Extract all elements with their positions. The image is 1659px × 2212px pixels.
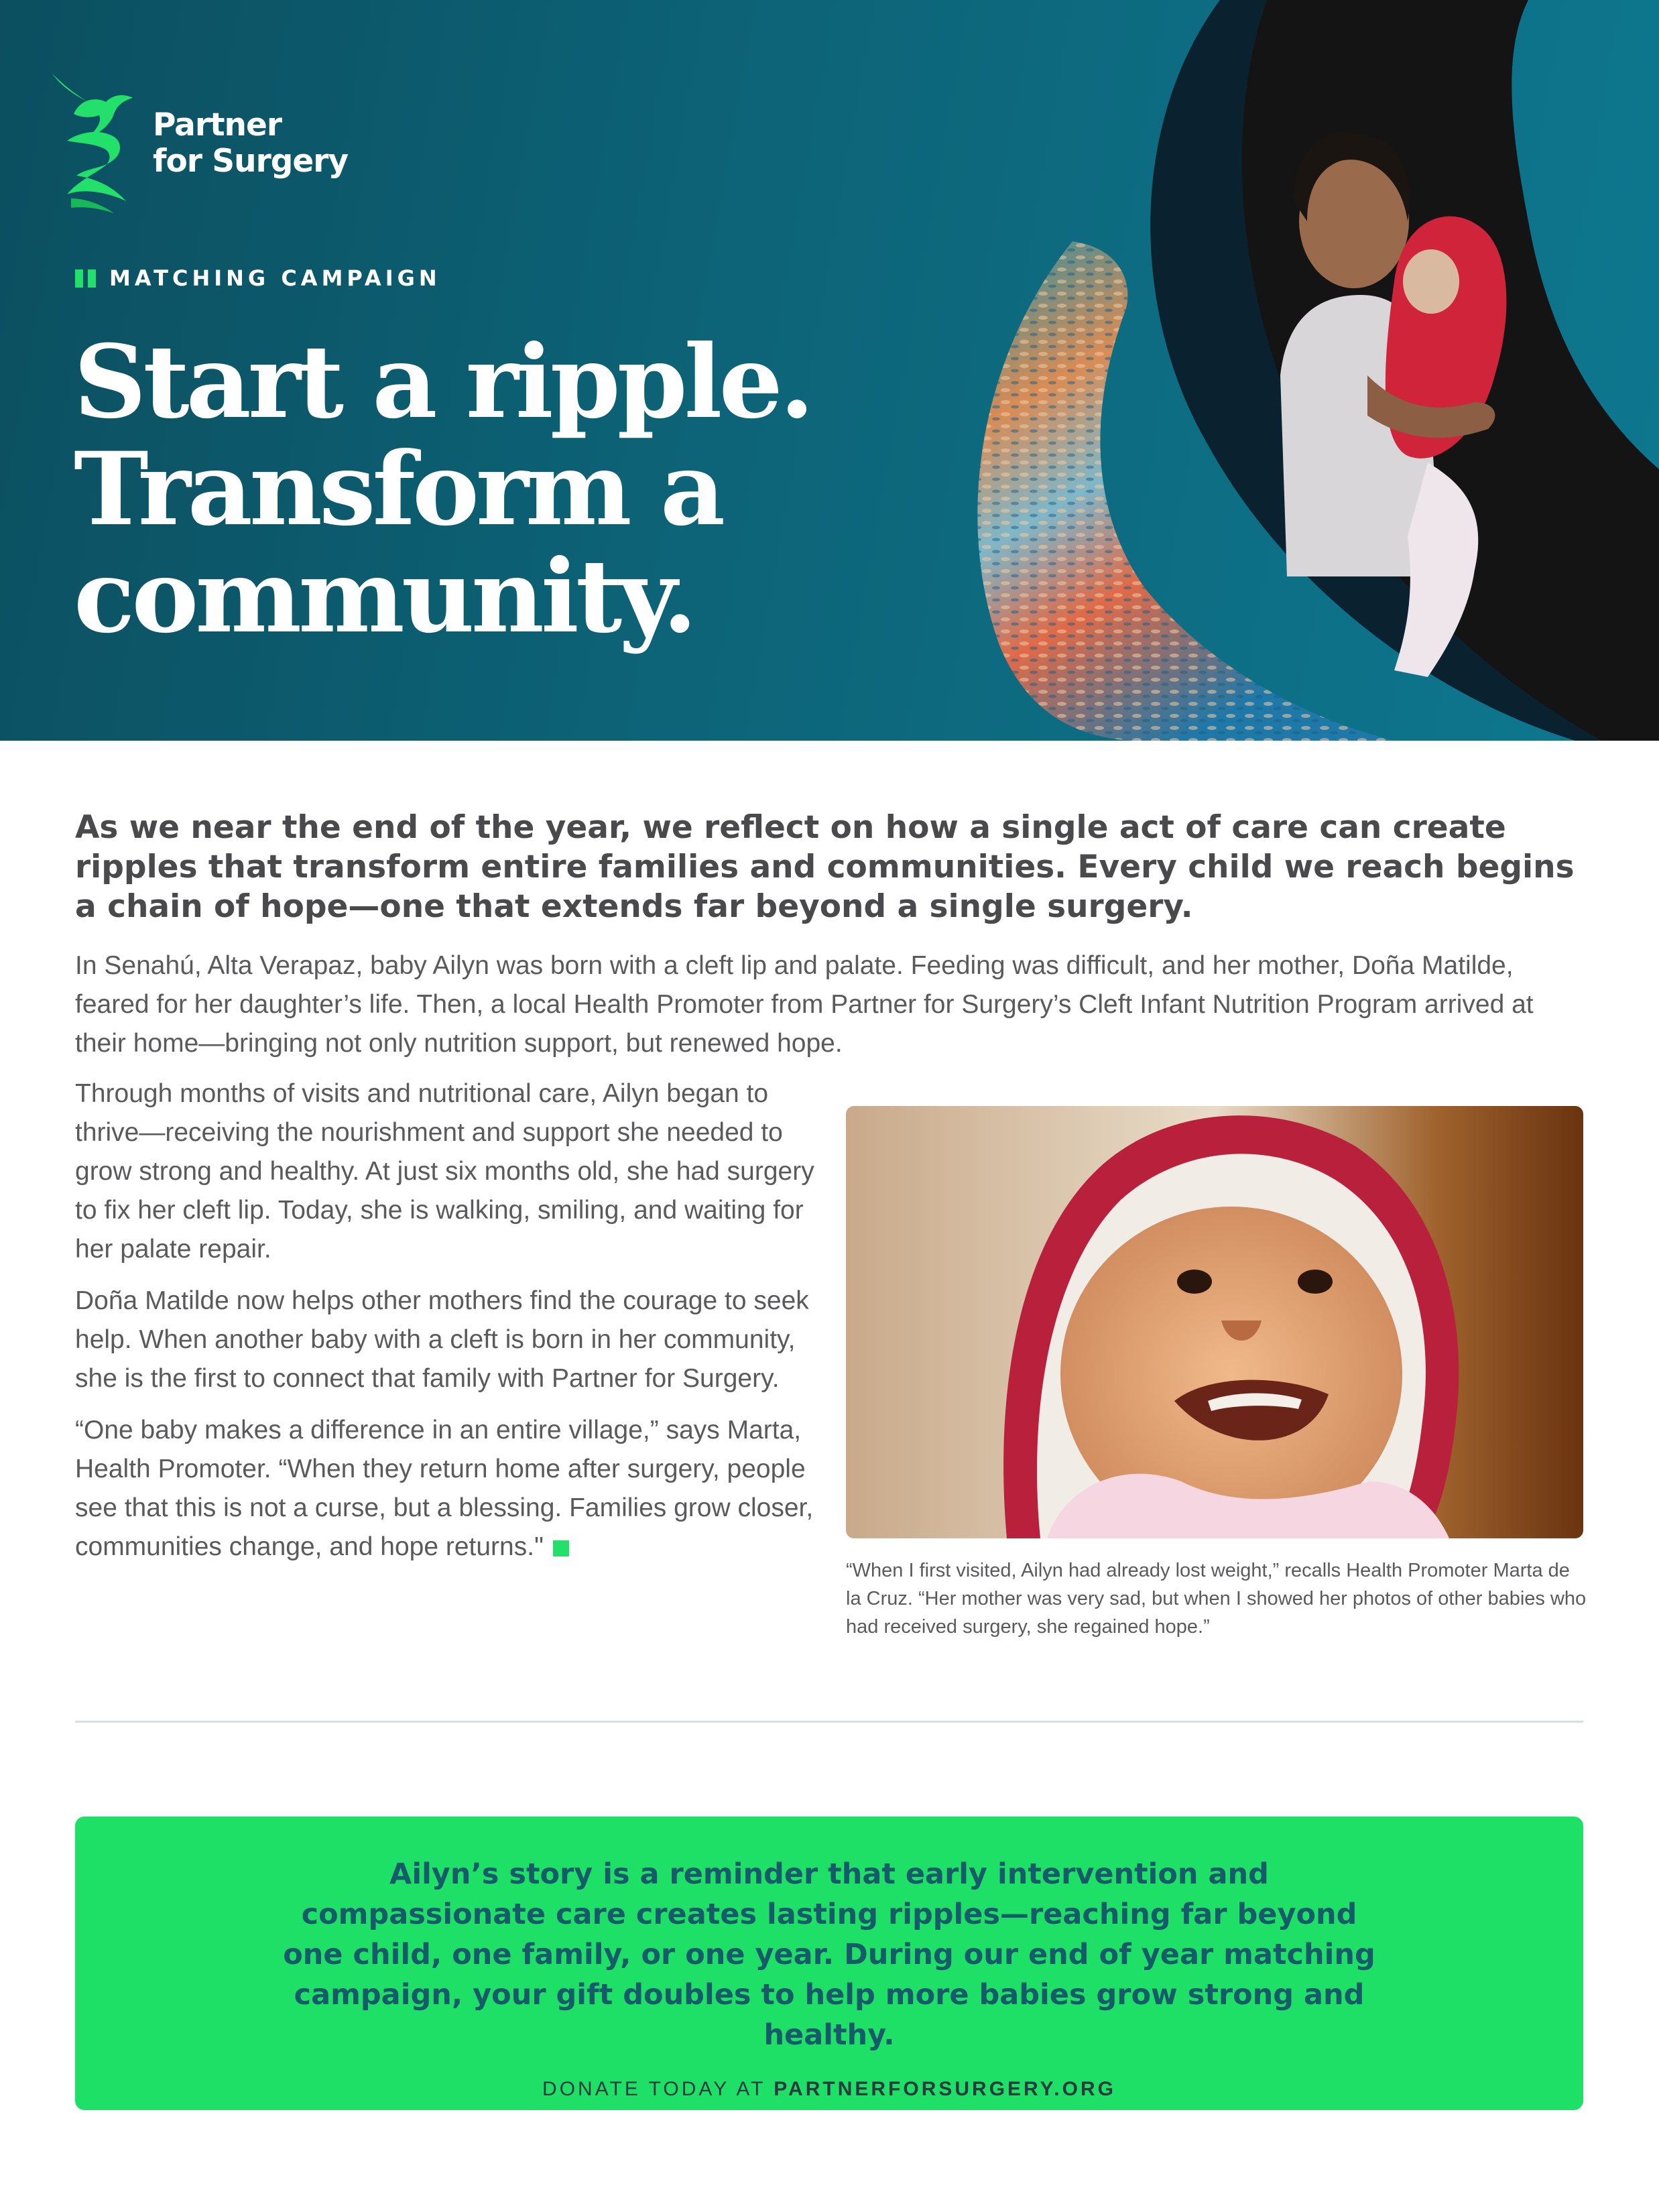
story-paragraph-2: Through months of visits and nutritional care, Ailyn began to thrive—receiving the nourishment and support she needed to grow strong and healthy. At just six months old, she had surgery to fix her cleft lip. Today, she is walking, smiling, and waiting for her palate repair. — [75, 1079, 814, 1264]
campaign-kicker — [75, 265, 441, 291]
baby-portrait-art — [846, 1106, 1583, 1538]
donate-link[interactable] — [75, 2078, 1583, 2101]
donate-link-url[interactable]: PARTNERFORSURGERY.ORG — [774, 2078, 1116, 2100]
cta-box — [75, 1817, 1583, 2110]
kicker-bars-icon — [75, 269, 96, 288]
brand-name — [153, 107, 348, 180]
end-mark-icon — [553, 1540, 569, 1556]
photo-caption: “When I first visited, Ailyn had already lost weight,” recalls Health Promoter Marta de la Cruz. “Her mother was very sad, but when I showed her photos of other babies who had received surgery, she regained hope.” — [846, 1560, 1587, 1638]
kicker-label: MATCHING CAMPAIGN — [109, 265, 441, 291]
cta-message: Ailyn’s story is a reminder that early intervention and compassionate care creates lasting ripples—reaching far beyond one child, one family, or one year. During our end of year matching campaign, your gift doubles to help more babies grow strong and healthy. — [283, 1857, 1375, 2052]
story-paragraph-4 — [75, 1411, 819, 1566]
mother-and-baby-photo — [1207, 0, 1659, 741]
story-paragraph-3: Doña Matilde now helps other mothers find the courage to seek help. When another baby with a cleft is born in her community, she is the first to connect that family with Partner for Surgery. — [75, 1286, 809, 1393]
intro-paragraph: As we near the end of the year, we reflect on how a single act of care can create ripples that transform entire families and communities. Every child we reach begins a chain of hope—one that extends far beyond a single surgery. — [75, 809, 1575, 925]
headline-line-1: Start a ripple. — [74, 323, 812, 441]
brand-name-line2: for Surgery — [153, 143, 349, 180]
section-divider — [75, 1721, 1583, 1723]
brand-logo[interactable] — [47, 67, 355, 221]
headline-line-2: Transform a — [74, 430, 723, 548]
brand-name-line1: Partner — [153, 107, 282, 143]
bird-wave-icon — [47, 67, 141, 214]
hero-banner — [0, 0, 1659, 741]
quote-text: “One baby makes a difference in an entire village,” says Marta, Health Promoter. “When they return home after surgery, people see that this is not a curse, but a blessing. Families grow closer, communities change, and hope returns." — [75, 1416, 814, 1561]
donate-link-prefix: DONATE TODAY AT — [542, 2078, 774, 2100]
story-column — [75, 1074, 819, 1579]
headline-line-3: community. — [74, 538, 694, 656]
baby-portrait-photo — [846, 1106, 1583, 1538]
page-title — [74, 323, 912, 656]
story-paragraph-1: In Senahú, Alta Verapaz, baby Ailyn was born with a cleft lip and palate. Feeding was difficult, and her mother, Doña Matilde, feared for her daughter’s life. Then, a local Health Promoter from Partner for Surgery’s Cleft Infant Nutrition Program arrived at their home—bringing not only nutrition support, but renewed hope. — [75, 951, 1534, 1058]
